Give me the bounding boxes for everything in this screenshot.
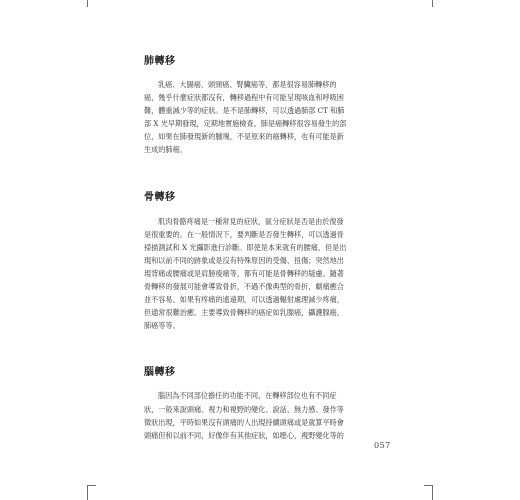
text-line: 但通常很難治癒。主要導致骨轉移的癌症如乳腺癌，攝護腺癌， <box>144 308 344 318</box>
text-line: 現背痛或腰痛或是肩膀痠痛等，都有可能是骨轉移的疑慮。隨著 <box>144 268 344 278</box>
text-line: 並不容易。如果有疼痛的遙遠期，可以透過輻射處理減少疼痛， <box>144 295 344 305</box>
text-line: 癌，幾乎什麼症狀都沒有，轉移過程中有可能呈現咳血和呼吸困 <box>144 93 344 103</box>
section-heading: 腦轉移 <box>144 367 176 379</box>
text-line: 是很重要的。在一般情況下，要判斷是否發生轉移，可以透過骨 <box>144 229 344 239</box>
crop-mark-bottom-right-v <box>432 485 433 500</box>
text-line: 腦因為不同部位擔任的功能不同，在轉移部位也有不同症 <box>158 391 337 401</box>
crop-mark-top-right <box>432 0 433 7</box>
section-paragraph <box>144 389 389 441</box>
text-line: 生成的肺癌。 <box>144 145 187 155</box>
text-line: 頭痛但和以前不同，好像伴有其他症狀，如噁心，視野變化等的 <box>144 430 344 440</box>
text-line: 肌肉骨骼疼痛是一種常見的症狀，區分症狀是否是由於復發 <box>158 216 344 226</box>
text-line: 難，體重減少等的症狀。是不是肺轉移，可以透過肺部 CT 和肺 <box>144 106 345 116</box>
text-line: 狀，一般來說頭痛、視力和視野的變化、說話、無力感、發作等 <box>144 404 344 414</box>
text-line: 現和以前不同的跡象或是沒有特殊原因的受傷、扭傷；突然地出 <box>144 255 344 265</box>
book-page <box>144 55 389 442</box>
section-paragraph <box>144 78 389 157</box>
section-brain-metastasis <box>144 366 389 441</box>
crop-mark-bottom-left-h <box>87 485 96 486</box>
section-bone-metastasis <box>144 191 389 333</box>
crop-mark-top-left <box>87 0 88 7</box>
text-line: 骨轉移的發展可能會導致骨折，不過不像典型的骨折，劇痛癒合 <box>144 282 344 292</box>
section-heading: 骨轉移 <box>144 191 176 203</box>
text-line: 徵狀出現，平時如果沒有頭痛的人出現持續頭痛或是就算平時會 <box>144 417 344 427</box>
text-line: 掃描測試和 X 光攝影進行診斷。即使是本來就有的腰痛，但是出 <box>144 242 347 252</box>
text-line: 位，如果在肺發現新的腫塊，不是原來的癌轉移，也有可能是新 <box>144 132 344 142</box>
section-paragraph <box>144 215 389 333</box>
text-line: 部 X 光早期發現，定期地實施檢查。肺是癌轉移很容易發生的部 <box>144 119 347 129</box>
crop-mark-bottom-left-v <box>87 485 88 500</box>
text-line: 乳癌、大腸癌、頭頸癌、腎臟癌等，都是很容易肺轉移的 <box>158 80 337 89</box>
page-number: 057 <box>374 441 391 450</box>
section-heading: 肺轉移 <box>144 56 176 67</box>
section-lung-metastasis <box>144 55 389 157</box>
text-line: 肺癌等等。 <box>144 321 180 331</box>
crop-mark-bottom-right-h <box>424 485 433 486</box>
